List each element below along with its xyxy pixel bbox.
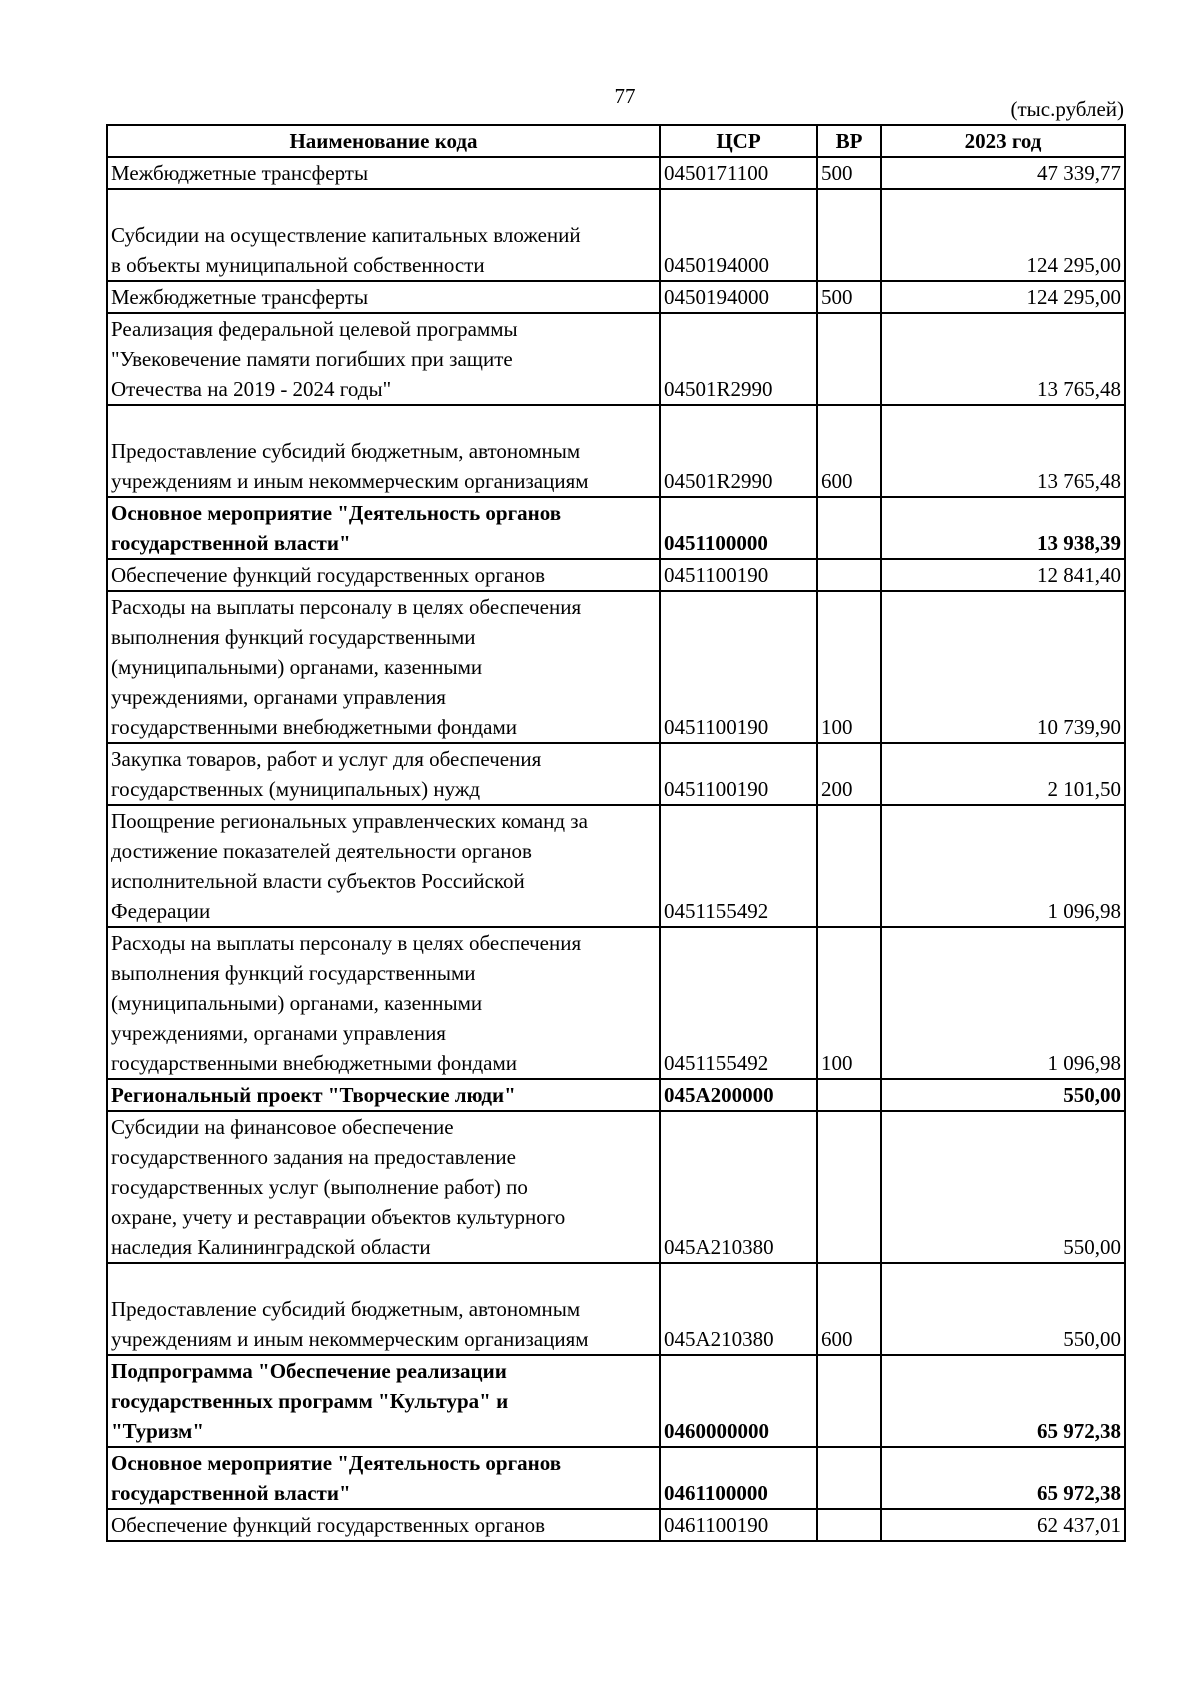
header-name: Наименование кода	[107, 125, 660, 157]
row-vr: 500	[817, 157, 881, 189]
page-number: 77	[614, 84, 636, 108]
table-row	[107, 1263, 1125, 1355]
row-amount: 47 339,77	[881, 157, 1125, 189]
row-name-text: Межбюджетные трансферты	[111, 161, 369, 185]
row-amount: 65 972,38	[881, 1447, 1125, 1509]
row-name-text: Обеспечение функций государственных органов	[111, 563, 546, 587]
row-name	[107, 157, 660, 189]
row-amount: 550,00	[881, 1079, 1125, 1111]
row-amount: 62 437,01	[881, 1509, 1125, 1541]
row-csr: 04501R2990	[660, 405, 817, 497]
table-row	[107, 405, 1125, 497]
row-vr	[817, 1355, 881, 1447]
row-csr: 0450171100	[660, 157, 817, 189]
row-csr: 0451100000	[660, 497, 817, 559]
row-name-text: Основное мероприятие "Деятельность органов государственной власти"	[111, 1451, 562, 1505]
row-name	[107, 189, 660, 281]
row-csr: 0460000000	[660, 1355, 817, 1447]
row-csr: 04501R2990	[660, 313, 817, 405]
row-csr: 0461100190	[660, 1509, 817, 1541]
row-name	[107, 805, 660, 927]
row-amount: 124 295,00	[881, 281, 1125, 313]
table-row	[107, 743, 1125, 805]
row-name-text: Реализация федеральной целевой программы "Увековечение памяти погибших при защите Отечества на 2019 - 2024 годы"	[111, 317, 518, 401]
header-csr: ЦСР	[660, 125, 817, 157]
row-vr	[817, 313, 881, 405]
row-name-text: Закупка товаров, работ и услуг для обеспечения государственных (муниципальных) нужд	[111, 747, 542, 801]
row-amount: 124 295,00	[881, 189, 1125, 281]
row-vr: 600	[817, 405, 881, 497]
row-amount: 1 096,98	[881, 805, 1125, 927]
row-name-text: Предоставление субсидий бюджетным, автономным учреждениям и иным некоммерческим организациям	[111, 1297, 589, 1351]
row-name-text: Обеспечение функций государственных органов	[111, 1513, 546, 1537]
row-csr: 0450194000	[660, 281, 817, 313]
row-name-text: Региональный проект "Творческие люди"	[111, 1083, 516, 1107]
row-amount: 2 101,50	[881, 743, 1125, 805]
row-vr	[817, 1111, 881, 1263]
row-name-text: Субсидии на финансовое обеспечение государственного задания на предоставление государственных услуг (выполнение работ) по охране, учету и реставрации объектов культурного наследия Калининградской области	[111, 1115, 566, 1259]
row-amount: 13 765,48	[881, 313, 1125, 405]
row-csr: 0451100190	[660, 559, 817, 591]
row-csr: 0451100190	[660, 743, 817, 805]
row-vr	[817, 1509, 881, 1541]
row-csr: 0451155492	[660, 927, 817, 1079]
row-vr	[817, 1079, 881, 1111]
row-vr	[817, 1447, 881, 1509]
table-row	[107, 1111, 1125, 1263]
row-vr: 100	[817, 927, 881, 1079]
row-csr: 045А210380	[660, 1263, 817, 1355]
table-row	[107, 927, 1125, 1079]
row-name	[107, 591, 660, 743]
row-csr: 0451155492	[660, 805, 817, 927]
row-name-text: Расходы на выплаты персоналу в целях обеспечения выполнения функций государственными (муниципальными) органами, казенными учреждениями, органами управления государственными внебюджетными фондами	[111, 595, 582, 739]
row-name-text: Поощрение региональных управленческих команд за достижение показателей деятельности органов исполнительной власти субъектов Российской Федерации	[111, 809, 588, 923]
header-vr: ВР	[817, 125, 881, 157]
row-amount: 550,00	[881, 1111, 1125, 1263]
row-name	[107, 1263, 660, 1355]
row-amount: 550,00	[881, 1263, 1125, 1355]
units-label: (тыс.рублей)	[1010, 97, 1124, 121]
header-year: 2023 год	[881, 125, 1125, 157]
row-name-text: Подпрограмма "Обеспечение реализации государственных программ "Культура" и "Туризм"	[111, 1359, 509, 1443]
row-amount: 65 972,38	[881, 1355, 1125, 1447]
table-row	[107, 157, 1125, 189]
row-name	[107, 405, 660, 497]
row-vr	[817, 805, 881, 927]
row-name	[107, 1355, 660, 1447]
row-name	[107, 281, 660, 313]
table-row	[107, 1509, 1125, 1541]
row-name	[107, 1447, 660, 1509]
row-csr: 0450194000	[660, 189, 817, 281]
row-vr: 100	[817, 591, 881, 743]
row-name-text: Расходы на выплаты персоналу в целях обеспечения выполнения функций государственными (муниципальными) органами, казенными учреждениями, органами управления государственными внебюджетными фондами	[111, 931, 582, 1075]
row-vr: 500	[817, 281, 881, 313]
row-amount: 1 096,98	[881, 927, 1125, 1079]
row-name	[107, 1079, 660, 1111]
row-csr: 045А200000	[660, 1079, 817, 1111]
row-vr: 600	[817, 1263, 881, 1355]
row-name	[107, 1509, 660, 1541]
table-row	[107, 591, 1125, 743]
table-row	[107, 281, 1125, 313]
table-row	[107, 313, 1125, 405]
table-row	[107, 1447, 1125, 1509]
row-amount: 13 765,48	[881, 405, 1125, 497]
table-header-row	[107, 125, 1125, 157]
table-row	[107, 497, 1125, 559]
row-csr: 0461100000	[660, 1447, 817, 1509]
row-amount: 13 938,39	[881, 497, 1125, 559]
row-csr: 0451100190	[660, 591, 817, 743]
row-name-text: Предоставление субсидий бюджетным, автономным учреждениям и иным некоммерческим организациям	[111, 439, 589, 493]
row-vr	[817, 189, 881, 281]
row-name	[107, 497, 660, 559]
table-row	[107, 805, 1125, 927]
row-name-text: Субсидии на осуществление капитальных вложений в объекты муниципальной собственности	[111, 223, 581, 277]
table-row	[107, 189, 1125, 281]
row-name	[107, 743, 660, 805]
table-row	[107, 559, 1125, 591]
row-name	[107, 559, 660, 591]
table-row	[107, 1355, 1125, 1447]
row-name	[107, 313, 660, 405]
table-row	[107, 1079, 1125, 1111]
row-name-text: Основное мероприятие "Деятельность органов государственной власти"	[111, 501, 562, 555]
row-vr	[817, 559, 881, 591]
row-vr	[817, 497, 881, 559]
row-csr: 045А210380	[660, 1111, 817, 1263]
row-vr: 200	[817, 743, 881, 805]
budget-table	[106, 124, 1126, 1542]
row-amount: 12 841,40	[881, 559, 1125, 591]
row-name	[107, 927, 660, 1079]
row-name	[107, 1111, 660, 1263]
row-name-text: Межбюджетные трансферты	[111, 285, 369, 309]
row-amount: 10 739,90	[881, 591, 1125, 743]
